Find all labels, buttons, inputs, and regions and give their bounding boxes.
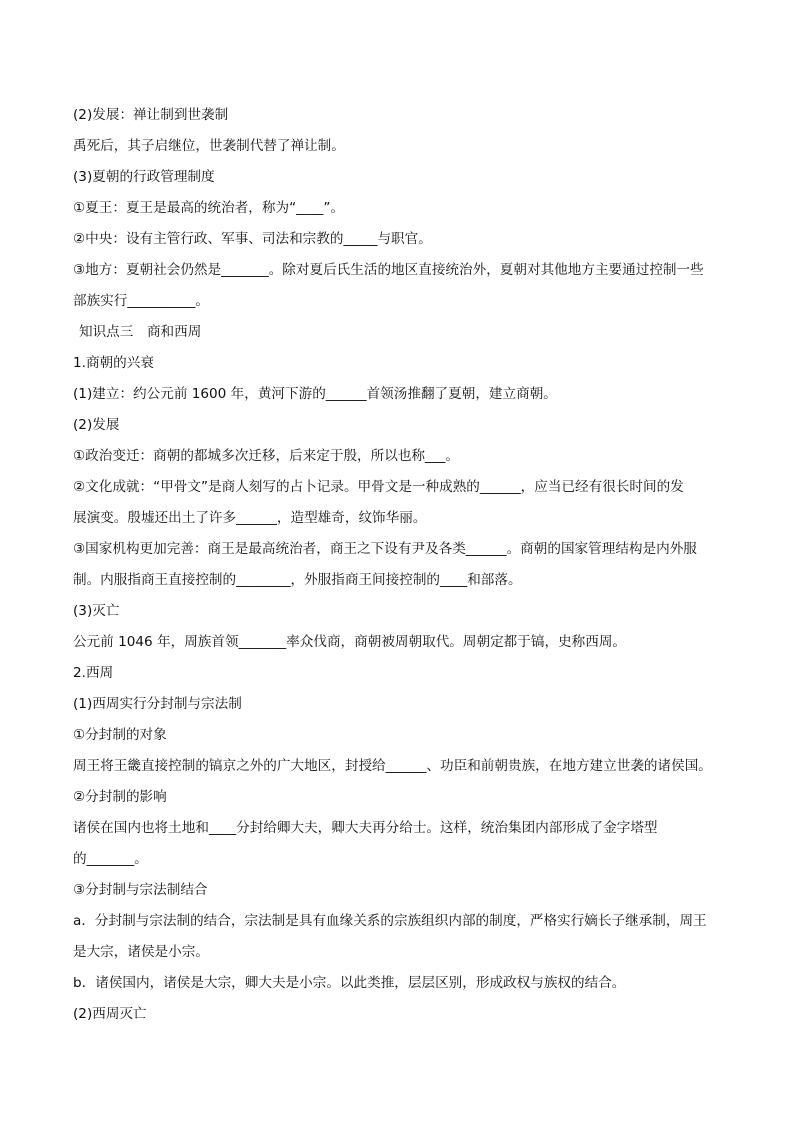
subheading-feudal-clan-combination: ③分封制与宗法制结合 [73, 882, 208, 898]
fill-blank-item: (1)建立：约公元前 1600 年，黄河下游的______首领汤推翻了夏朝，建立商朝。 [73, 386, 557, 402]
subheading-western-zhou-fall: (2)西周灭亡 [73, 1006, 147, 1022]
fill-blank-item-continued: 部族实行__________。 [73, 293, 209, 309]
fill-blank-item-continued: 的_______。 [73, 851, 148, 867]
fill-blank-item: 公元前 1046 年，周族首领_______率众伐商，商朝被周朝取代。周朝定都于镐，史称西周。 [73, 634, 627, 650]
subheading-feudal-influence: ②分封制的影响 [73, 789, 167, 805]
subheading-western-zhou: 2.西周 [73, 665, 114, 681]
paragraph-continued: 是大宗，诸侯是小宗。 [73, 944, 209, 960]
subheading-development: (2)发展：禅让制到世袭制 [73, 107, 229, 123]
document-page [73, 100, 733, 1030]
subheading-feudal-objects: ①分封制的对象 [73, 727, 167, 743]
subheading-feudal-clan-system: (1)西周实行分封制与宗法制 [73, 696, 242, 712]
fill-blank-item: ①政治变迁：商朝的都城多次迁移，后来定于殷，所以也称___。 [73, 448, 460, 464]
fill-blank-item: ②中央：设有主管行政、军事、司法和宗教的_____与职官。 [73, 231, 432, 247]
subheading-xia-administration: (3)夏朝的行政管理制度 [73, 169, 215, 185]
fill-blank-item-continued: 制。内服指商王直接控制的________，外服指商王间接控制的____和部落。 [73, 572, 522, 588]
paragraph: a．分封制与宗法制的结合，宗法制是具有血缘关系的宗族组织内部的制度，严格实行嫡长子继承制，周王 [73, 913, 707, 929]
fill-blank-item: ②文化成就：“甲骨文”是商人刻写的占卜记录。甲骨文是一种成熟的______，应当已经有很长时间的发 [73, 479, 684, 495]
fill-blank-item: 周王将王畿直接控制的镐京之外的广大地区，封授给______、功臣和前朝贵族，在地方建立世袭的诸侯国。 [73, 758, 712, 774]
paragraph: b．诸侯国内，诸侯是大宗，卿大夫是小宗。以此类推，层层区别，形成政权与族权的结合。 [73, 975, 626, 991]
section-heading-knowledge-point-3: 知识点三 商和西周 [79, 324, 202, 340]
fill-blank-item: ③国家机构更加完善：商王是最高统治者，商王之下设有尹及各类______。商朝的国家管理结构是内外服 [73, 541, 697, 557]
fill-blank-item-continued: 展演变。殷墟还出土了许多______，造型雄奇，纹饰华丽。 [73, 510, 427, 526]
fill-blank-item: 诸侯在国内也将土地和____分封给卿大夫，卿大夫再分给士。这样，统治集团内部形成了金字塔型 [73, 820, 658, 836]
fill-blank-item: ③地方：夏朝社会仍然是_______。除对夏后氏生活的地区直接统治外，夏朝对其他地方主要通过控制一些 [73, 262, 704, 278]
subheading-shang-fall: (3)灭亡 [73, 603, 120, 619]
subheading-shang-rise-fall: 1.商朝的兴衰 [73, 355, 154, 371]
paragraph: 禹死后，其子启继位，世袭制代替了禅让制。 [73, 138, 345, 154]
fill-blank-item: ①夏王：夏王是最高的统治者，称为“____”。 [73, 200, 344, 216]
subheading-shang-development: (2)发展 [73, 417, 120, 433]
